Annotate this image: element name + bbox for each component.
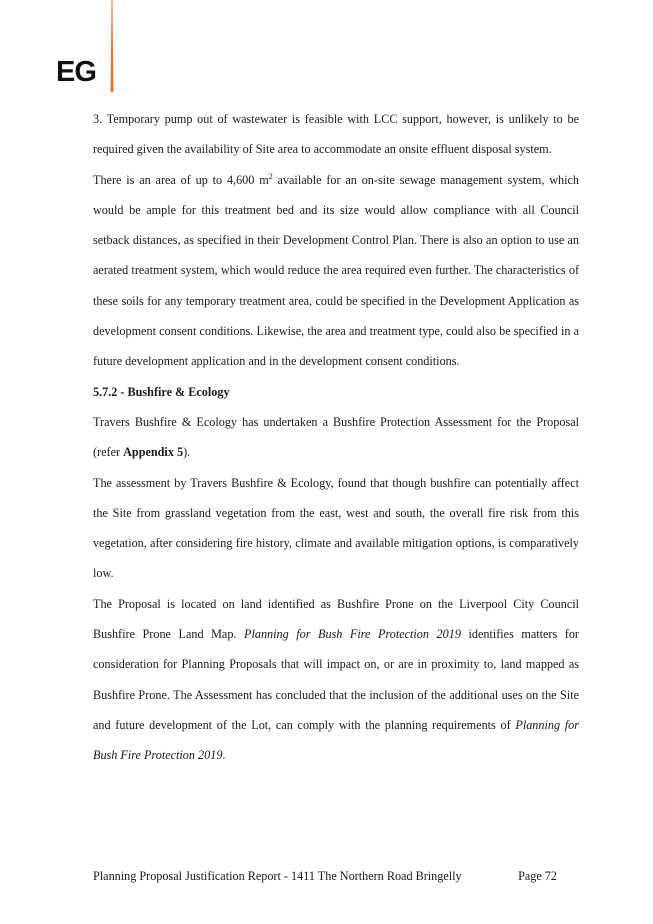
paragraph-bushfire-prone-text-a: The Proposal is located on land identified as Bushfire Prone on the Liverpool City Council Bushfire Prone Land Map.: [93, 596, 579, 642]
paragraph-travers-text-b: ).: [183, 445, 191, 460]
superscript-squared: 2: [268, 171, 273, 181]
document-body: [93, 104, 579, 771]
paragraph-travers-assessment: [93, 407, 579, 468]
footer-page-number: Page 72: [518, 869, 557, 883]
logo-text: EG: [56, 56, 96, 88]
paragraph-sewage-area-text-a: There is an area of up to 4,600 m: [93, 172, 269, 187]
paragraph-bushfire-prone-text-b: identifies matters for consideration for Planning Proposals that will impact on, or are in proximity to, land mapped as Bushfire Prone. The Assessment has concluded that the inclusion of the additional uses on the Site and future development of the Lot, can comply with the planning requirements of: [93, 627, 579, 732]
logo-accent-line: [109, 0, 115, 92]
paragraph-pump-out: 3. Temporary pump out of wastewater is feasible with LCC support, however, is unlikely to be required given the availability of Site area to accommodate an onsite effluent disposal system.: [93, 112, 579, 157]
footer-report-title: Planning Proposal Justification Report - 1411 The Northern Road Bringelly: [93, 869, 462, 883]
paragraph-bushfire-prone: [93, 589, 579, 771]
page-footer: [93, 866, 557, 886]
section-heading-bushfire-ecology: 5.7.2 - Bushfire & Ecology: [93, 384, 230, 399]
pbp-document-title-end: Planning for Bush Fire Protection 2019: [93, 717, 579, 763]
paragraph-travers-text-a: Travers Bushfire & Ecology has undertaken a Bushfire Protection Assessment for the Proposal (refer: [93, 414, 579, 460]
appendix-reference: Appendix 5: [123, 445, 184, 460]
paragraph-bushfire-prone-text-c: .: [222, 748, 226, 763]
paragraph-sewage-area: [93, 165, 579, 377]
pbp-document-title: Planning for Bush Fire Protection 2019: [244, 627, 461, 642]
paragraph-fire-risk: The assessment by Travers Bushfire & Ecology, found that though bushfire can potentially affect the Site from grassland vegetation from the east, west and south, the overall fire risk from this vegetation, after considering fire history, climate and available mitigation options, is comparatively low.: [93, 475, 579, 581]
paragraph-sewage-area-text-b: available for an on-site sewage management system, which would be ample for this treatment bed and its size would allow compliance with all Council setback distances, as specified in their Development Control Plan. There is also an option to use an aerated treatment system, which would reduce the area required even further. The characteristics of these soils for any temporary treatment area, could be specified in the Development Application as development consent conditions. Likewise, the area and treatment type, could also be specified in a future development application and in the development consent conditions.: [93, 172, 579, 369]
company-logo: [56, 0, 126, 92]
